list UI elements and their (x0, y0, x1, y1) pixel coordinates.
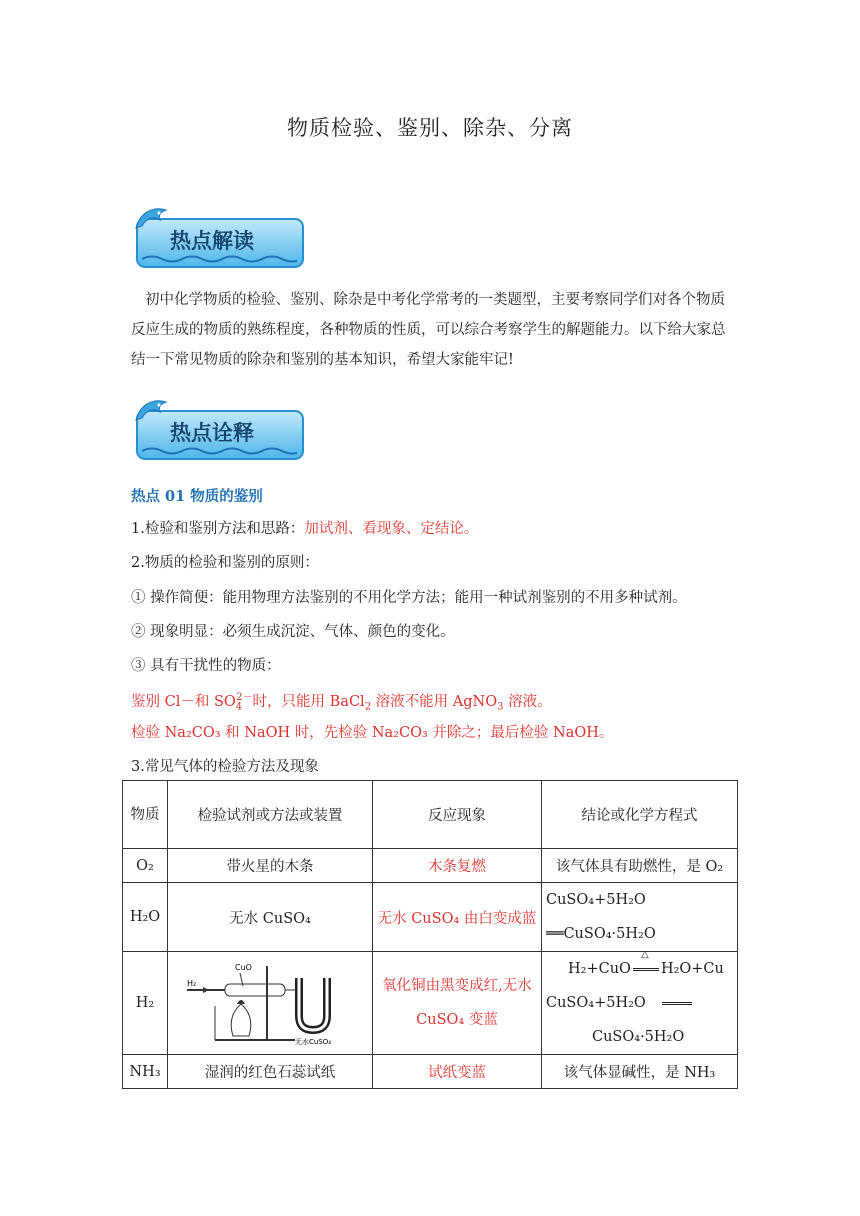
table-header-row (123, 781, 738, 849)
table-row (123, 952, 738, 1055)
apparatus-diagram (185, 956, 355, 1046)
item-4: ② 现象明显：必须生成沉淀、气体、颜色的变化。 (131, 624, 455, 640)
conclusion-cell: 该气体显碱性，是 NH₃ (542, 1055, 738, 1089)
header-cell: 结论或化学方程式 (542, 781, 738, 849)
method-cell: 无水 CuSO₄ (168, 883, 373, 952)
item-1-highlight: 加试剂、看现象、定结论。 (304, 521, 479, 537)
section-heading: 热点 01 物质的鉴别 (131, 488, 263, 505)
table-row (123, 849, 738, 883)
badge-label: 热点解读 (170, 229, 254, 253)
intro-paragraph: 初中化学物质的检验、鉴别、除杂是中考化学常考的一类题型，主要考察同学们对各个物质反应生成的物质的熟练程度，各种物质的性质，可以综合考察学生的解题能力。以下给大家总结一下常见物质的除杂和鉴别的基本知识，希望大家能牢记! (131, 292, 726, 368)
apparatus-cell (168, 952, 373, 1055)
dolphin-icon (132, 202, 172, 238)
red-note-2: 检验 Na₂CO₃ 和 NaOH 时，先检验 Na₂CO₃ 并除之；最后检验 NaOH。 (131, 725, 614, 741)
substance-cell: O₂ (123, 849, 168, 883)
svg-text:无水CuSO₄: 无水CuSO₄ (295, 1038, 332, 1046)
substance-cell: H₂O (123, 883, 168, 952)
section-badge-reading (132, 208, 306, 270)
substance-cell: H₂ (123, 952, 168, 1055)
method-cell: 带火星的木条 (168, 849, 373, 883)
svg-text:H₂: H₂ (187, 979, 197, 988)
substance-cell: NH₃ (123, 1055, 168, 1089)
gas-test-table (122, 780, 738, 1089)
badge-label: 热点诠释 (170, 421, 254, 445)
item-6: 3.常见气体的检验方法及现象 (131, 759, 319, 775)
equation-line: ══CuSO₄·5H₂O (546, 926, 656, 942)
phenomenon-cell: 木条复燃 (373, 849, 542, 883)
section-badge-explain (132, 400, 306, 462)
item-2: 2.物质的检验和鉴别的原则： (131, 555, 319, 571)
dolphin-icon (132, 394, 172, 430)
conclusion-cell (542, 949, 738, 1055)
header-cell: 反应现象 (373, 781, 542, 849)
conclusion-cell (542, 883, 738, 952)
item-3: ① 操作简便：能用物理方法鉴别的不用化学方法；能用一种试剂鉴别的不用多种试剂。 (131, 590, 687, 606)
table-row (123, 1055, 738, 1089)
equation-line: CuSO₄+5H₂O (546, 986, 733, 1020)
phenomenon-cell: 无水 CuSO₄ 由白变成蓝 (373, 883, 542, 952)
phenomenon-cell: 试纸变蓝 (373, 1055, 542, 1089)
wave-decoration (142, 254, 297, 264)
svg-text:CuO: CuO (235, 963, 252, 972)
item-1-text: 1.检验和鉴别方法和思路： (131, 521, 305, 537)
page-title: 物质检验、鉴别、除杂、分离 (287, 116, 573, 140)
phenomenon-cell: 氧化铜由黑变成红,无水CuSO₄ 变蓝 (373, 952, 542, 1055)
conclusion-cell: 该气体具有助燃性，是 O₂ (542, 849, 738, 883)
red-note-1: 鉴别 Cl－和 $SO_4^{2-}$时，只能用 BaCl$_2$ 溶液不能用 AgNO$_3$ 溶液。 (131, 692, 552, 713)
equation-line: CuSO₄·5H₂O (592, 1029, 685, 1045)
header-cell: 物质 (123, 781, 168, 849)
method-cell: 湿润的红色石蕊试纸 (168, 1055, 373, 1089)
equation-line: CuSO₄+5H₂O (546, 892, 646, 908)
item-5: ③ 具有干扰性的物质： (131, 658, 281, 674)
item-1 (131, 517, 478, 538)
equation-line: H₂+CuO △ H₂O+Cu (568, 949, 724, 977)
header-cell: 检验试剂或方法或装置 (168, 781, 373, 849)
wave-decoration (142, 446, 297, 456)
